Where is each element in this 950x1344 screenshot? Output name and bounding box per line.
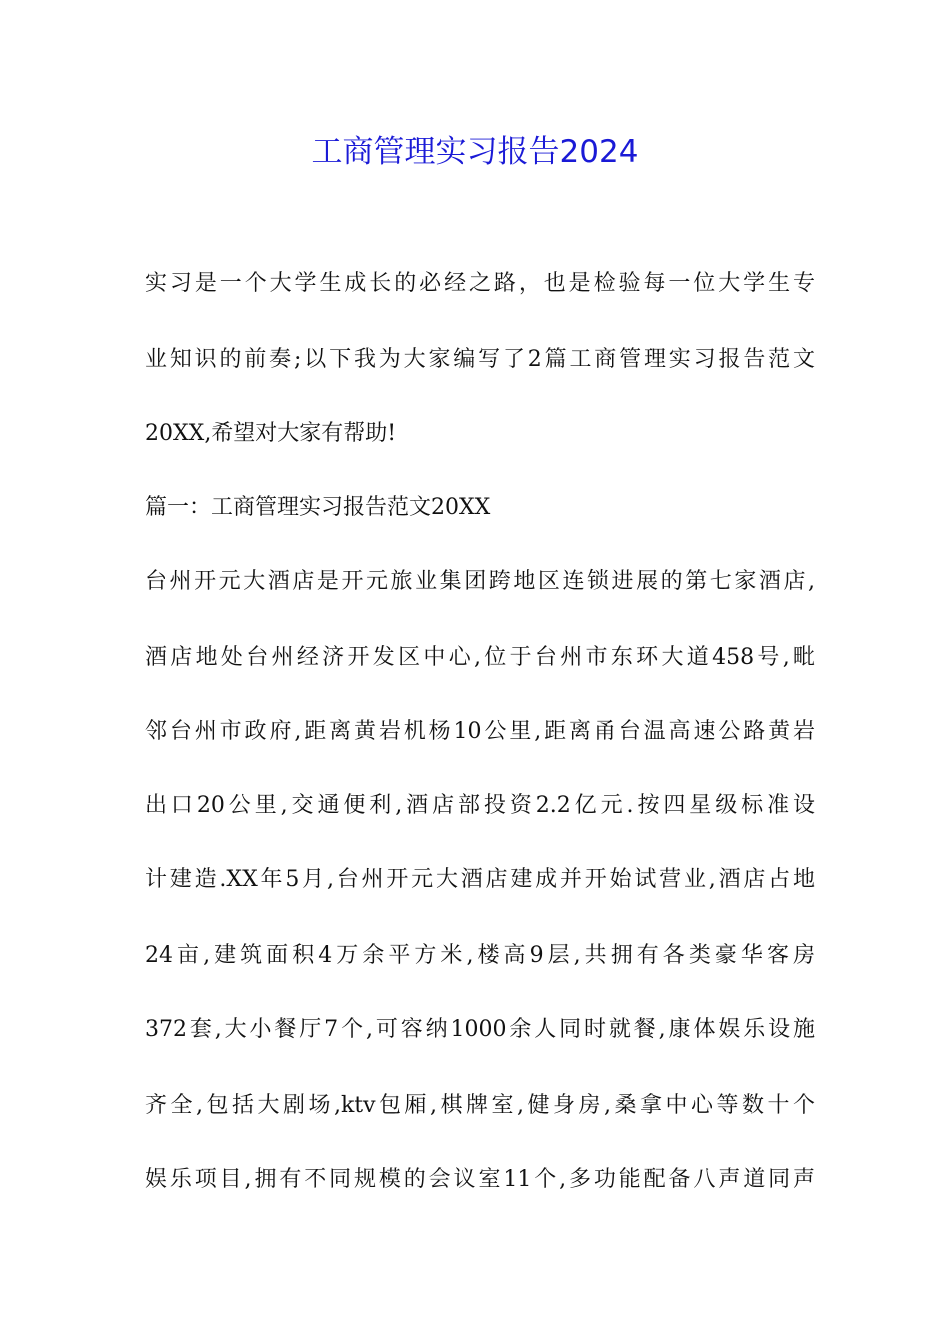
body-line: 出口20公里,交通便利,酒店部投资2.2亿元.按四星级标准设 <box>145 793 815 818</box>
body-line: 372套,大小餐厅7个,可容纳1000余人同时就餐,康体娱乐设施 <box>145 1017 815 1042</box>
body-line: 24亩,建筑面积4万余平方米,楼高9层,共拥有各类豪华客房 <box>145 943 815 968</box>
intro-line: 20XX,希望对大家有帮助! <box>145 421 397 446</box>
intro-line: 实习是一个大学生成长的必经之路，也是检验每一位大学生专 <box>145 271 815 296</box>
body-line: 酒店地处台州经济开发区中心,位于台州市东环大道458号,毗 <box>145 645 815 670</box>
body-line: 娱乐项目,拥有不同规模的会议室11个,多功能配备八声道同声 <box>145 1167 815 1192</box>
body-line: 计建造.XX年5月,台州开元大酒店建成并开始试营业,酒店占地 <box>145 867 815 892</box>
document-title: 工商管理实习报告2024 <box>311 134 639 170</box>
body-line: 齐全,包括大剧场,ktv包厢,棋牌室,健身房,桑拿中心等数十个 <box>145 1093 815 1118</box>
intro-line: 业知识的前奏;以下我为大家编写了2篇工商管理实习报告范文 <box>145 347 815 372</box>
body-line: 台州开元大酒店是开元旅业集团跨地区连锁进展的第七家酒店, <box>145 569 815 594</box>
body-line: 邻台州市政府,距离黄岩机杨10公里,距离甬台温高速公路黄岩 <box>145 719 815 744</box>
section-heading: 篇一：工商管理实习报告范文20XX <box>145 495 491 520</box>
